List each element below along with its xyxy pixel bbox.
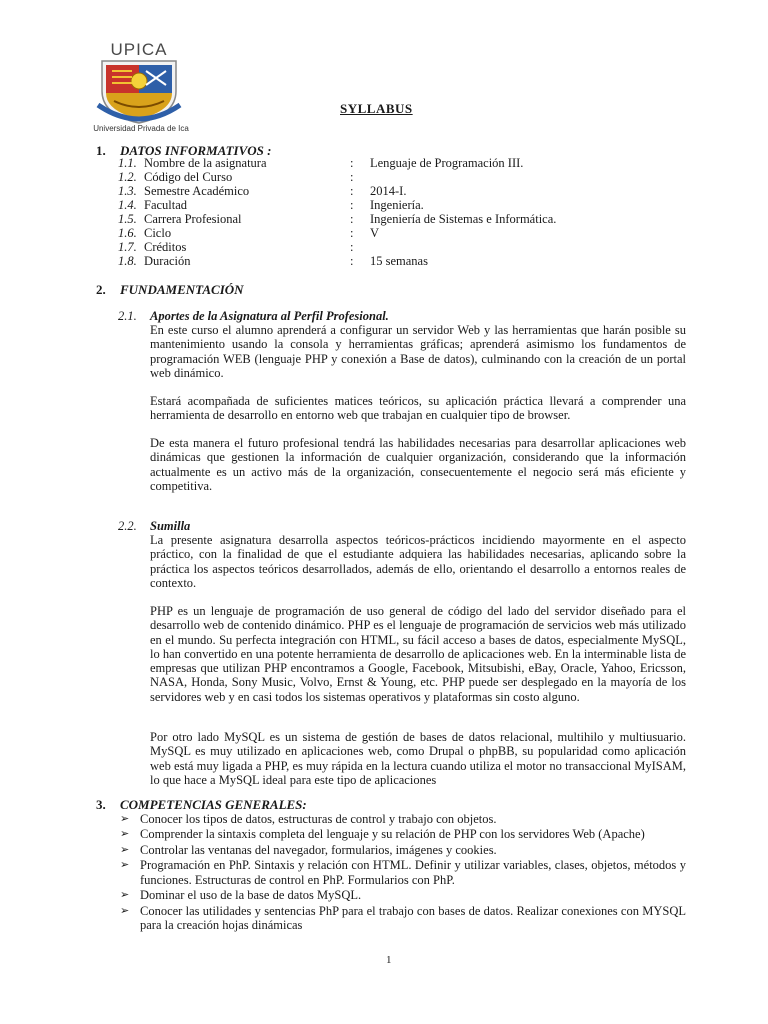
- section-competencias-heading: [96, 797, 307, 813]
- subsection-aportes-heading: [118, 309, 389, 324]
- info-colon: :: [350, 184, 354, 198]
- arrow-bullet-icon: ➢: [120, 889, 130, 902]
- info-colon: :: [350, 212, 354, 226]
- page-number: 1: [386, 954, 392, 966]
- list-item-text: Comprender la sintaxis completa del lenguaje y su relación de PHP con los servidores Web (Apache): [140, 827, 645, 842]
- logo-title: UPICA: [110, 40, 168, 59]
- info-code: 1.6.: [118, 226, 137, 240]
- info-value: 15 semanas: [370, 254, 428, 268]
- section-title: DATOS INFORMATIVOS :: [120, 143, 272, 158]
- info-colon: :: [350, 254, 354, 268]
- paragraph: La presente asignatura desarrolla aspectos teóricos-prácticos incidiendo mayormente en el aspecto práctico, con la finalidad de que el estudiante adquiera las habilidades necesarias, aplicando sobre la práctica los aspectos teóricos desarrollados, además de ello, orientando el desarrollo a entornos reales de contexto.: [150, 533, 686, 590]
- subsection-number: 2.2.: [118, 519, 137, 533]
- list-item-text: Programación en PhP. Sintaxis y relación con HTML. Definir y utilizar variables, clases, objetos, métodos y funciones. Estructuras de control en PhP. Formularios con PhP.: [140, 858, 686, 887]
- section-fundamentacion-heading: [96, 282, 244, 298]
- section-title: COMPETENCIAS GENERALES:: [120, 797, 307, 812]
- list-item: [118, 858, 686, 887]
- info-value: Lenguaje de Programación III.: [370, 156, 524, 170]
- arrow-bullet-icon: ➢: [120, 859, 130, 872]
- list-item-text: Controlar las ventanas del navegador, formularios, imágenes y cookies.: [140, 842, 497, 857]
- info-colon: :: [350, 198, 354, 212]
- list-item: [118, 812, 686, 826]
- info-value: V: [370, 226, 380, 240]
- info-code: 1.3.: [118, 184, 137, 198]
- paragraph: En este curso el alumno aprenderá a configurar un servidor Web y las herramientas que harán posible su mantenimiento usando la consola y herramientas gráficas; aprenderá asimismo los fundamentos de programación WEB (lenguaje PHP y conexión a Base de datos), culminando con la creación de un portal web dinámico.: [150, 323, 686, 380]
- section-title: FUNDAMENTACIÓN: [120, 282, 244, 297]
- paragraph: PHP es un lenguaje de programación de uso general de código del lado del servidor diseñado para el desarrollo web de contenido dinámico. PHP es el lenguaje de programación de servicios web más utilizado en el mundo. Su perfecta integración con HTML, su fácil acceso a bases de datos, especialmente MySQL, lo han convertido en una potente herramienta de desarrollo de aplicaciones web. En la interminable lista de empresas que utilizan PHP encontramos a Google, Facebook, Mitsubishi, eBay, Oracle, Yahoo, Ericsson, NASA, Honda, Sony Music, Volvo, Ernst & Young, etc. PHP puede ser desplegado en la mayoría de los servidores web y en casi todos los sistemas operativos y plataformas sin costo alguno.: [150, 604, 686, 704]
- subsection-title: Sumilla: [150, 519, 191, 533]
- info-code: 1.1.: [118, 156, 137, 170]
- list-item: [118, 904, 686, 933]
- arrow-bullet-icon: ➢: [120, 813, 130, 825]
- info-colon: :: [350, 156, 354, 170]
- list-item-text: Conocer las utilidades y sentencias PhP para el trabajo con bases de datos. Realizar conexiones con MYSQL para la creación hojas dinámicas: [140, 903, 686, 933]
- info-code: 1.4.: [118, 198, 137, 212]
- info-value: Ingeniería.: [370, 198, 424, 212]
- subsection-sumilla-heading: [118, 519, 190, 534]
- arrow-bullet-icon: ➢: [120, 828, 130, 841]
- info-code: 1.8.: [118, 254, 137, 268]
- info-code: 1.5.: [118, 212, 137, 226]
- info-colon: :: [350, 240, 354, 254]
- list-item: [118, 843, 686, 857]
- subsection-number: 2.1.: [118, 309, 137, 323]
- subsection-title: Aportes de la Asignatura al Perfil Profesional.: [150, 309, 389, 323]
- info-value: 2014-I.: [370, 184, 407, 198]
- info-label: Código del Curso: [144, 170, 233, 184]
- info-label: Créditos: [144, 240, 187, 254]
- list-item: [118, 888, 686, 902]
- section-number: 3.: [96, 797, 106, 812]
- paragraph: Estará acompañada de suficientes matices teóricos, su aplicación práctica llevará a comprender una herramienta de desarrollo en entorno web que trabajan en cualquier tipo de browser.: [150, 394, 686, 423]
- section-number: 1.: [96, 143, 106, 158]
- info-label: Ciclo: [144, 226, 172, 240]
- arrow-bullet-icon: ➢: [120, 843, 130, 856]
- section-number: 2.: [96, 282, 106, 297]
- logo-subtitle: Universidad Privada de Ica: [93, 124, 189, 133]
- document-title: SYLLABUS: [340, 101, 413, 116]
- info-code: 1.2.: [118, 170, 137, 184]
- paragraph: De esta manera el futuro profesional tendrá las habilidades necesarias para desarrollar aplicaciones web dinámicas que gestionen la información de cualquier organización, considerando que la información actualmente es un activo más de la organización, consecuentemente el negocio será más eficiente y competitiva.: [150, 436, 686, 493]
- info-colon: :: [350, 170, 354, 184]
- list-item: [118, 827, 686, 841]
- info-code: 1.7.: [118, 240, 137, 254]
- info-colon: :: [350, 226, 354, 240]
- list-item-text: Conocer los tipos de datos, estructuras de control y trabajo con objetos.: [140, 812, 497, 826]
- arrow-bullet-icon: ➢: [120, 904, 130, 917]
- competencias-list: [118, 812, 686, 934]
- info-label: Nombre de la asignatura: [144, 156, 267, 170]
- info-label: Semestre Académico: [144, 184, 250, 198]
- info-label: Facultad: [144, 198, 188, 212]
- list-item-text: Dominar el uso de la base de datos MySQL.: [140, 888, 362, 903]
- info-label: Duración: [144, 254, 191, 268]
- info-label: Carrera Profesional: [144, 212, 242, 226]
- info-value: Ingeniería de Sistemas e Informática.: [370, 212, 557, 226]
- university-crest-icon: [94, 57, 184, 125]
- paragraph: Por otro lado MySQL es un sistema de gestión de bases de datos relacional, multihilo y multiusuario. MySQL es muy utilizado en aplicaciones web, como Drupal o phpBB, su popularidad como aplicación web está muy ligada a PHP, es muy rápida en la lectura cuando utiliza el motor no transaccional MyISAM, lo que hace a MySQL ideal para este tipo de aplicaciones: [150, 730, 686, 787]
